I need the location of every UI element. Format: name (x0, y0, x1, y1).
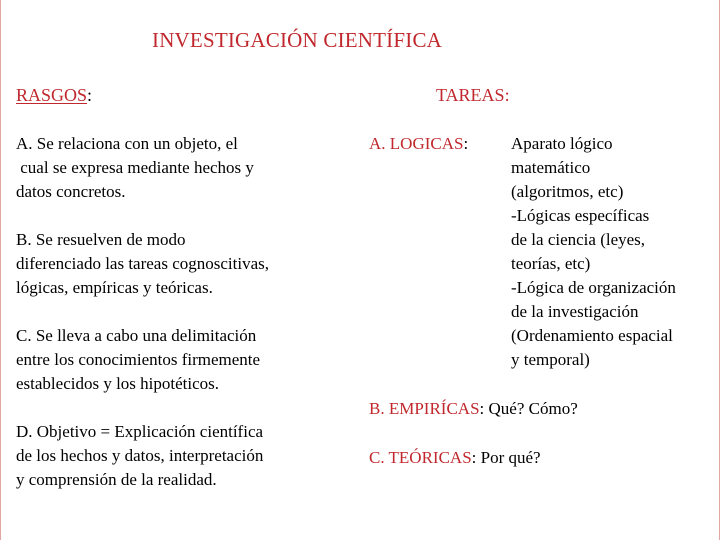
logicas-line: -Lógicas específicas (511, 206, 650, 225)
logicas-line: y temporal) (511, 350, 590, 369)
rasgo-c-line: C. Se lleva a cabo una delimitación (16, 326, 257, 345)
rasgo-a-line: datos concretos. (16, 182, 126, 201)
rasgo-d (16, 420, 263, 492)
logicas-line: (Ordenamiento espacial (511, 326, 673, 345)
rasgo-a (16, 132, 254, 204)
rasgo-b (16, 228, 269, 300)
tarea-empiricas-colon: : (479, 399, 485, 418)
logicas-line: Aparato lógico (511, 134, 613, 153)
tarea-teoricas (369, 446, 541, 470)
tarea-teoricas-colon: : (471, 448, 477, 467)
logicas-line: de la ciencia (leyes, (511, 230, 646, 249)
logicas-line: -Lógica de organización (511, 278, 676, 297)
rasgo-b-line: diferenciado las tareas cognoscitivas, (16, 254, 270, 273)
rasgo-d-line: y comprensión de la realidad. (16, 470, 217, 489)
rasgos-heading-label: RASGOS (16, 85, 88, 105)
logicas-line: matemático (511, 158, 591, 177)
slide-title: INVESTIGACIÓN CIENTÍFICA (152, 28, 443, 52)
tarea-logicas-colon: : (463, 134, 469, 153)
tarea-logicas (369, 132, 468, 156)
logicas-description (511, 132, 676, 372)
rasgos-heading-colon: : (87, 85, 93, 105)
rasgo-a-line: A. Se relaciona con un objeto, el (16, 134, 238, 153)
rasgo-b-line: lógicas, empíricas y teóricas. (16, 278, 213, 297)
tarea-teoricas-label: C. TEÓRICAS (369, 448, 472, 467)
rasgo-c (16, 324, 260, 396)
rasgo-b-line: B. Se resuelven de modo (16, 230, 186, 249)
tareas-heading: TAREAS: (436, 85, 510, 105)
rasgo-c-line: establecidos y los hipotéticos. (16, 374, 220, 393)
rasgo-d-line: D. Objetivo = Explicación científica (16, 422, 264, 441)
tarea-logicas-label: A. LOGICAS (369, 134, 464, 153)
logicas-line: (algoritmos, etc) (511, 182, 624, 201)
tarea-teoricas-text: Por qué? (476, 448, 541, 467)
logicas-line: teorías, etc) (511, 254, 591, 273)
logicas-line: de la investigación (511, 302, 639, 321)
tarea-empiricas-label: B. EMPIRÍCAS (369, 399, 480, 418)
tarea-empiricas-text: Qué? Cómo? (484, 399, 578, 418)
rasgo-d-line: de los hechos y datos, interpretación (16, 446, 264, 465)
rasgo-c-line: entre los conocimientos firmemente (16, 350, 261, 369)
rasgo-a-line: cual se expresa mediante hechos y (16, 158, 254, 177)
tarea-empiricas (369, 397, 578, 421)
rasgos-heading (16, 85, 92, 106)
